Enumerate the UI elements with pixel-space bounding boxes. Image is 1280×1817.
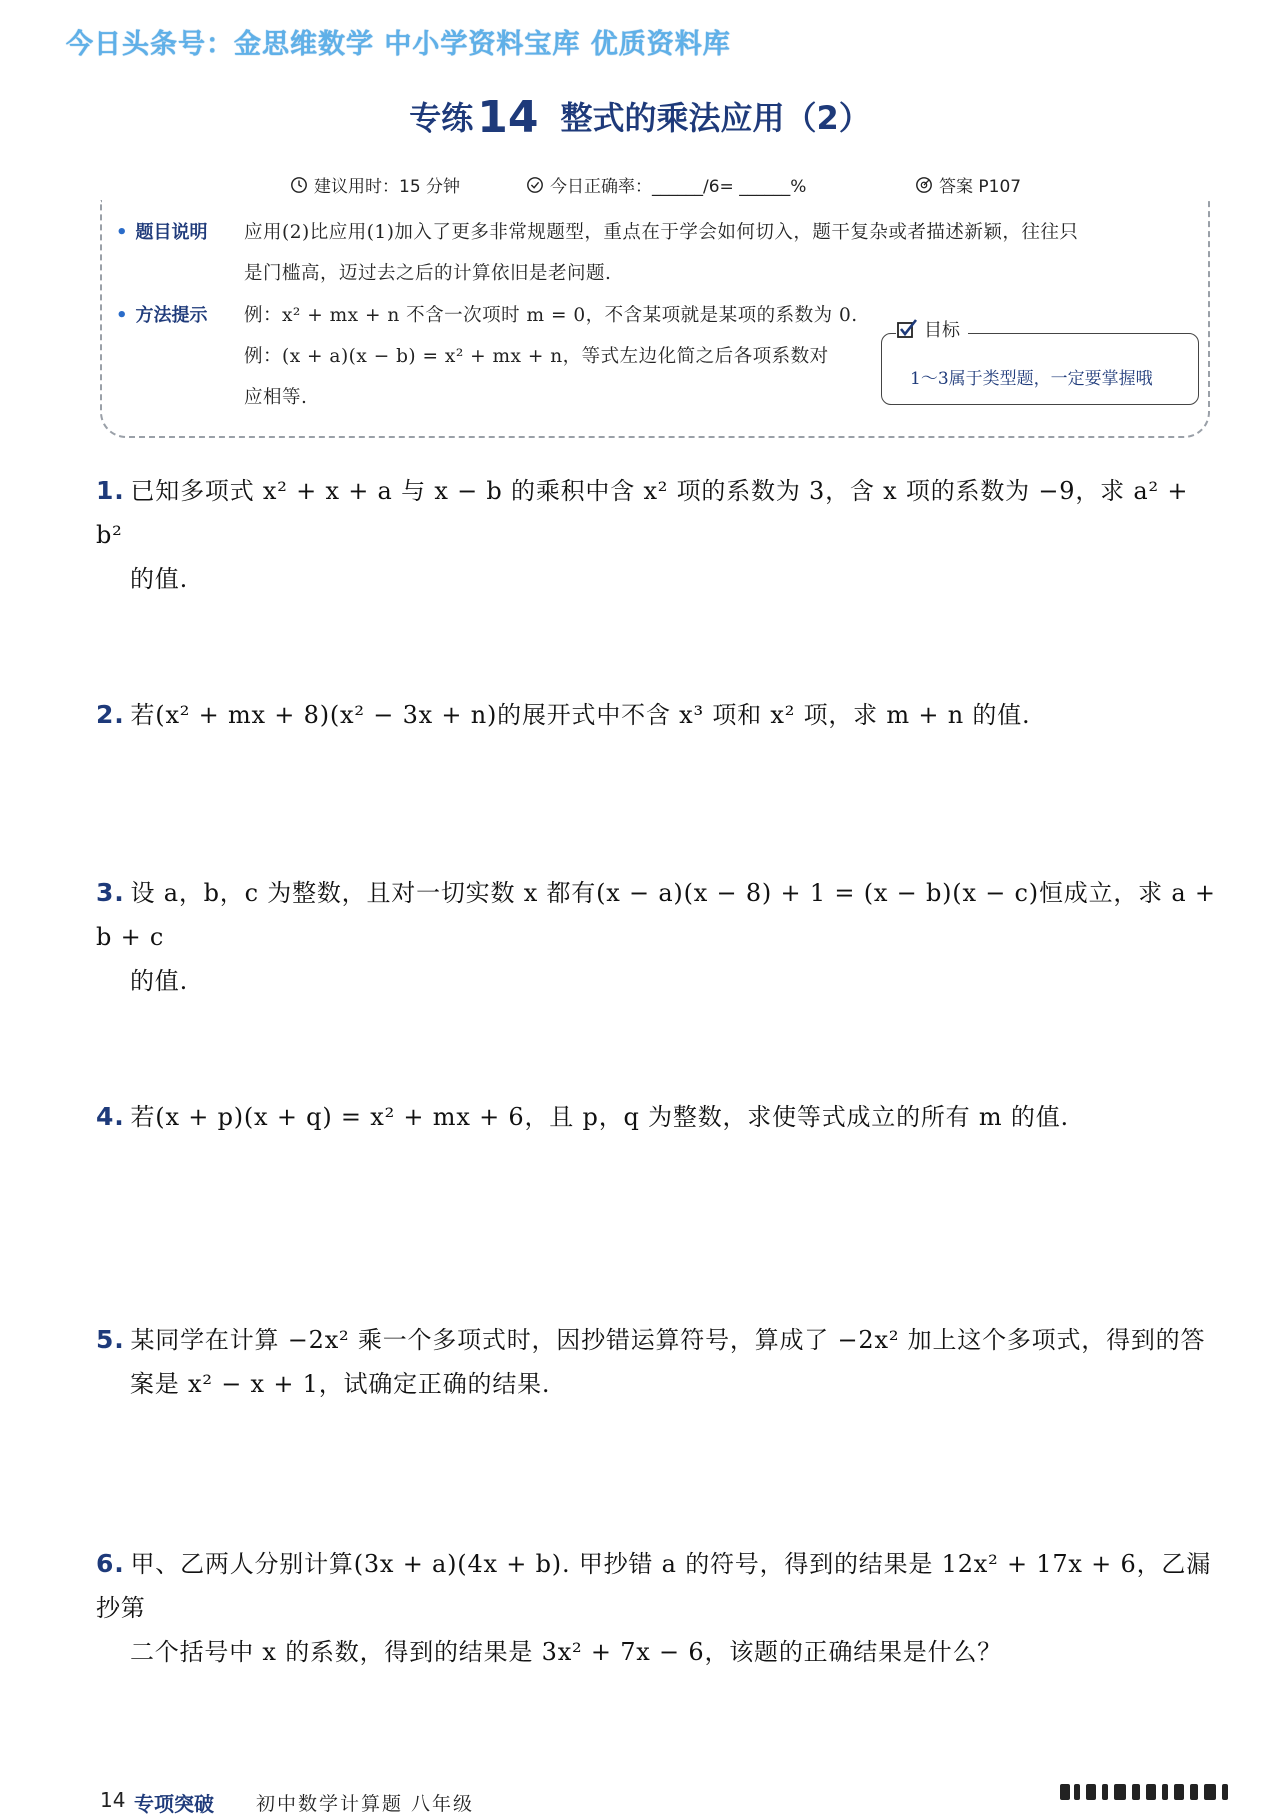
method-label: • 方法提示 (116, 305, 208, 326)
goal-text: 1～3属于类型题，一定要掌握哦 (910, 369, 1153, 389)
problem-4: 4. 若(x + p)(x + q) = x² + mx + 6，且 p，q 为整数，求使等式成立的所有 m 的值. (96, 1102, 1069, 1131)
method-line-3: 应相等. (244, 387, 308, 408)
checkbox-icon (896, 318, 918, 340)
problem-5: 5. 某同学在计算 −2x² 乘一个多项式时，因抄错运算符号，算成了 −2x² 加上这个多项式，得到的答 案是 x² − x + 1，试确定正确的结果. (96, 1325, 1206, 1398)
method-line-1: 例：x² + mx + n 不含一次项时 m = 0，不含某项就是某项的系数为 0. (244, 305, 858, 326)
problem-1: 1. 已知多项式 x² + x + a 与 x − b 的乘积中含 x² 项的系数为 3，含 x 项的系数为 −9，求 a² + b² 的值. (96, 476, 1189, 593)
method-line-2: 例：(x + a)(x − b) = x² + mx + n，等式左边化简之后各项系数对 (244, 346, 829, 367)
desc-line-2: 是门槛高，迈过去之后的计算依旧是老问题. (244, 263, 612, 284)
title-text: 整式的乘法应用（2） (560, 99, 871, 137)
watermark: 今日头条号：金思维数学 中小学资料宝库 优质资料库 (66, 29, 731, 60)
footer-section: 专项突破 (134, 1792, 214, 1816)
footer-book-title: 初中数学计算题 八年级 (256, 1793, 475, 1815)
problem-2: 2. 若(x² + mx + 8)(x² − 3x + n)的展开式中不含 x³ 项和 x² 项，求 m + n 的值. (96, 700, 1031, 729)
barcode-mark-icon (1058, 1778, 1258, 1804)
suggested-time: 建议用时：15 分钟 (290, 172, 460, 197)
accuracy-rate: 今日正确率：______/6= ______% (526, 172, 806, 197)
title-number: 14 (477, 92, 539, 143)
desc-line-1: 应用(2)比应用(1)加入了更多非常规题型，重点在于学会如何切入，题干复杂或者描述新颖，往往只 (244, 222, 1079, 243)
problem-6: 6. 甲、乙两人分别计算(3x + a)(4x + b). 甲抄错 a 的符号，得到的结果是 12x² + 17x + 6，乙漏抄第 二个括号中 x 的系数，得到的结果是 3x² + 7x − 6，该题的正确结果是什么？ (96, 1549, 1211, 1666)
page-number: 14 (100, 1788, 126, 1812)
page-title (0, 92, 1280, 143)
check-circle-icon (526, 176, 544, 194)
desc-label: • 题目说明 (116, 222, 208, 243)
goal-box (881, 320, 1199, 405)
answer-ref: 答案 P107 (915, 172, 1021, 197)
goal-header: 目标 (896, 316, 968, 342)
clock-icon (290, 176, 308, 194)
target-icon (915, 176, 933, 194)
problem-3: 3. 设 a，b，c 为整数，且对一切实数 x 都有(x − a)(x − 8) + 1 = (x − b)(x − c)恒成立，求 a + b + c 的值. (96, 878, 1216, 995)
title-prefix: 专练 (409, 99, 474, 137)
